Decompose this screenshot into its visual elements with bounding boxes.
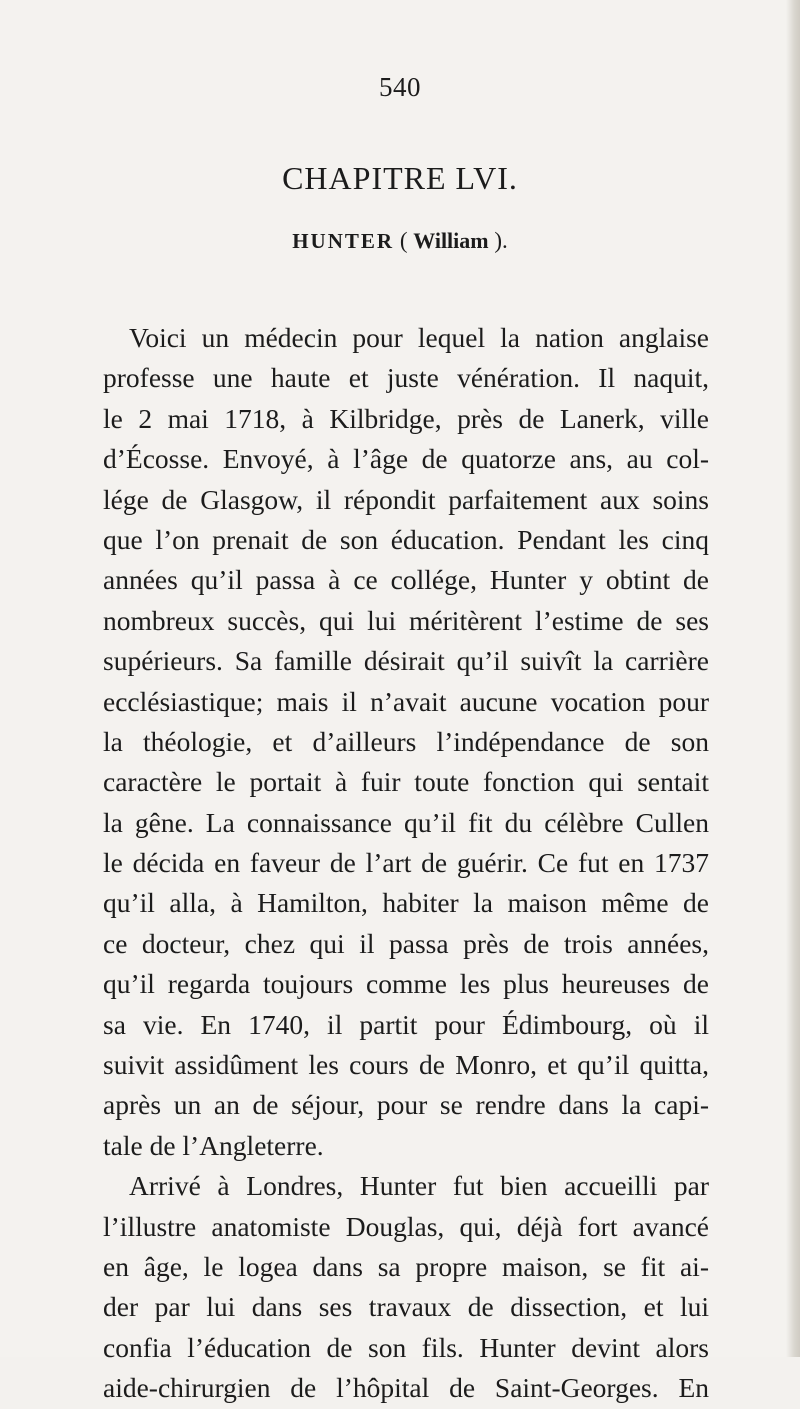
chapter-subject (0, 228, 800, 254)
text-line: tale de l’Angleterre. (103, 1129, 324, 1161)
text-line: supérieurs. Sa famille désirait qu’il suivît la carrière (103, 645, 709, 677)
text-line: que l’on prenait de son éducation. Pendant les cinq (103, 523, 709, 555)
text-line: après un an de séjour, pour se rendre dans la capi- (103, 1089, 709, 1121)
text-line: le 2 mai 1718, à Kilbridge, près de Lanerk, ville (103, 402, 709, 434)
body-text (103, 318, 709, 1409)
page-edge-shadow (786, 0, 800, 1357)
text-line: ecclésiastique; mais il n’avait aucune vocation pour (103, 685, 709, 717)
text-line: ce docteur, chez qui il passa près de trois années, (103, 927, 709, 959)
text-line: qu’il alla, à Hamilton, habiter la maison même de (103, 887, 709, 919)
text-line: nombreux succès, qui lui méritèrent l’estime de ses (103, 604, 709, 636)
text-line: sa vie. En 1740, il partit pour Édimbourg, où il (103, 1008, 709, 1040)
text-line: caractère le portait à fuir toute fonction qui sentait (103, 766, 709, 798)
text-line: en âge, le logea dans sa propre maison, se fit ai- (103, 1250, 709, 1282)
text-line: l’illustre anatomiste Douglas, qui, déjà fort avancé (103, 1210, 709, 1242)
text-line: suivit assidûment les cours de Monro, et qu’il quitta, (103, 1049, 709, 1081)
text-line: la gêne. La connaissance qu’il fit du célèbre Cullen (103, 806, 709, 838)
text-line: d’Écosse. Envoyé, à l’âge de quatorze ans, au col- (103, 443, 709, 475)
subject-open-paren: ( (394, 228, 414, 253)
text-line: professe une haute et juste vénération. Il naquit, (103, 362, 709, 394)
text-line: Arrivé à Londres, Hunter fut bien accueilli par (129, 1170, 709, 1202)
text-line: le décida en faveur de l’art de guérir. Ce fut en 1737 (103, 847, 709, 879)
text-line: années qu’il passa à ce collége, Hunter y obtint de (103, 564, 709, 596)
text-line: qu’il regarda toujours comme les plus heureuses de (103, 968, 709, 1000)
subject-surname: HUNTER (292, 229, 395, 253)
page-number: 540 (379, 72, 421, 102)
subject-close-paren: ). (488, 228, 508, 253)
text-line: lége de Glasgow, il répondit parfaitement aux soins (103, 483, 709, 515)
text-line: aide-chirurgien de l’hôpital de Saint-Georges. En (103, 1372, 709, 1404)
text-line: Voici un médecin pour lequel la nation anglaise (129, 322, 709, 353)
text-line: confia l’éducation de son fils. Hunter devint alors (103, 1331, 709, 1363)
chapter-title: CHAPITRE LVI. (282, 160, 518, 196)
subject-given-name: William (413, 228, 489, 253)
text-line: der par lui dans ses travaux de dissection, et lui (103, 1291, 709, 1323)
text-line: la théologie, et d’ailleurs l’indépendance de son (103, 725, 709, 757)
